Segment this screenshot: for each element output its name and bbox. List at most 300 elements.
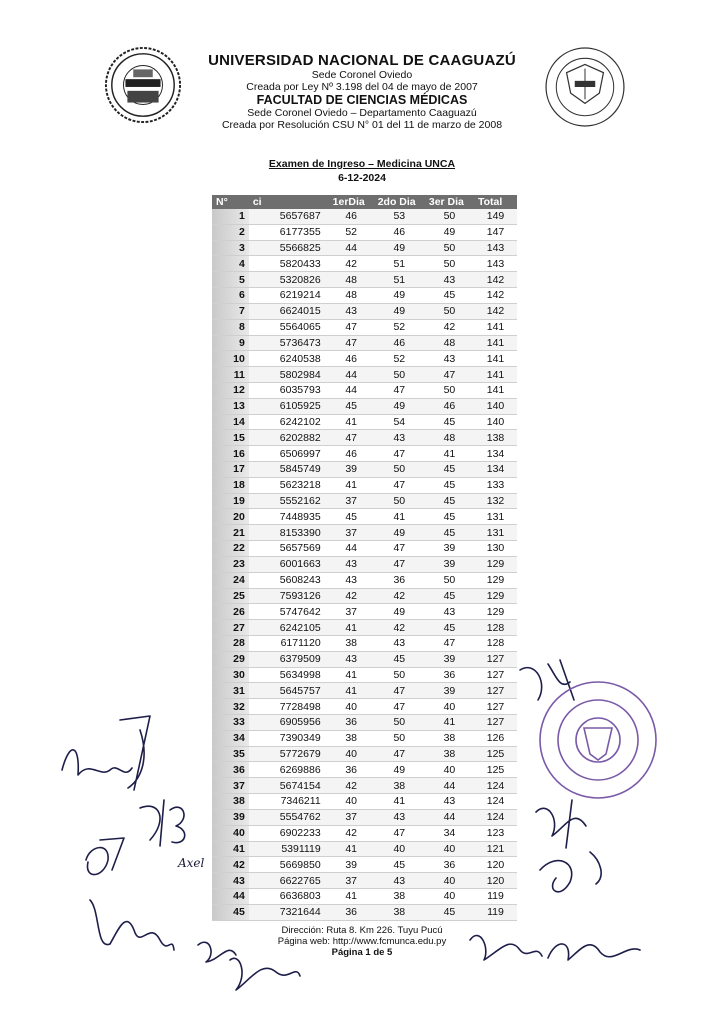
faculty-sede: Sede Coronel Oviedo – Departamento Caaguazú bbox=[247, 107, 477, 119]
cell-number: 33 bbox=[212, 715, 249, 731]
table-row bbox=[212, 477, 517, 493]
cell-day3: 50 bbox=[425, 382, 474, 398]
cell-day2: 51 bbox=[374, 272, 425, 288]
cell-day2: 41 bbox=[374, 794, 425, 810]
cell-day3: 49 bbox=[425, 224, 474, 240]
cell-number: 24 bbox=[212, 572, 249, 588]
cell-ci: 6171120 bbox=[249, 635, 329, 651]
cell-day1: 43 bbox=[329, 572, 374, 588]
cell-ci: 5657569 bbox=[249, 541, 329, 557]
cell-number: 4 bbox=[212, 256, 249, 272]
cell-number: 23 bbox=[212, 556, 249, 572]
cell-day3: 47 bbox=[425, 367, 474, 383]
university-name: UNIVERSIDAD NACIONAL DE CAAGUAZÚ bbox=[208, 52, 516, 69]
cell-day3: 47 bbox=[425, 635, 474, 651]
cell-day3: 39 bbox=[425, 683, 474, 699]
exam-date: 6-12-2024 bbox=[338, 172, 386, 184]
cell-ci: 8153390 bbox=[249, 525, 329, 541]
cell-day1: 40 bbox=[329, 794, 374, 810]
cell-number: 28 bbox=[212, 635, 249, 651]
table-row bbox=[212, 809, 517, 825]
cell-number: 19 bbox=[212, 493, 249, 509]
cell-day1: 47 bbox=[329, 430, 374, 446]
cell-day2: 49 bbox=[374, 604, 425, 620]
cell-day2: 42 bbox=[374, 620, 425, 636]
cell-total: 124 bbox=[474, 778, 517, 794]
cell-number: 45 bbox=[212, 904, 249, 920]
cell-day1: 43 bbox=[329, 651, 374, 667]
cell-number: 5 bbox=[212, 272, 249, 288]
table-row bbox=[212, 525, 517, 541]
cell-ci: 5634998 bbox=[249, 667, 329, 683]
cell-day2: 45 bbox=[374, 651, 425, 667]
cell-day1: 37 bbox=[329, 873, 374, 889]
table-row bbox=[212, 272, 517, 288]
cell-number: 1 bbox=[212, 209, 249, 224]
cell-day2: 42 bbox=[374, 588, 425, 604]
cell-day2: 49 bbox=[374, 525, 425, 541]
signature-1 bbox=[62, 716, 150, 790]
cell-day2: 36 bbox=[374, 572, 425, 588]
cell-number: 32 bbox=[212, 699, 249, 715]
cell-day2: 38 bbox=[374, 778, 425, 794]
cell-day3: 45 bbox=[425, 904, 474, 920]
cell-ci: 6242102 bbox=[249, 414, 329, 430]
cell-total: 120 bbox=[474, 857, 517, 873]
cell-total: 133 bbox=[474, 477, 517, 493]
cell-day1: 39 bbox=[329, 857, 374, 873]
cell-day3: 50 bbox=[425, 240, 474, 256]
cell-number: 12 bbox=[212, 382, 249, 398]
cell-day1: 48 bbox=[329, 288, 374, 304]
cell-day3: 39 bbox=[425, 541, 474, 557]
faculty-stamp bbox=[540, 682, 656, 798]
cell-ci: 6219214 bbox=[249, 288, 329, 304]
cell-total: 127 bbox=[474, 667, 517, 683]
cell-total: 143 bbox=[474, 256, 517, 272]
cell-total: 124 bbox=[474, 809, 517, 825]
cell-day2: 49 bbox=[374, 762, 425, 778]
cell-day1: 41 bbox=[329, 667, 374, 683]
cell-day2: 50 bbox=[374, 462, 425, 478]
table-row bbox=[212, 556, 517, 572]
table-row bbox=[212, 715, 517, 731]
cell-number: 38 bbox=[212, 794, 249, 810]
cell-ci: 6506997 bbox=[249, 446, 329, 462]
cell-total: 140 bbox=[474, 414, 517, 430]
cell-day3: 40 bbox=[425, 873, 474, 889]
cell-total: 142 bbox=[474, 272, 517, 288]
cell-number: 13 bbox=[212, 398, 249, 414]
cell-ci: 5669850 bbox=[249, 857, 329, 873]
cell-day3: 36 bbox=[425, 857, 474, 873]
cell-day2: 43 bbox=[374, 809, 425, 825]
cell-ci: 6624015 bbox=[249, 303, 329, 319]
table-row bbox=[212, 462, 517, 478]
footer-address: Dirección: Ruta 8. Km 226. Tuyu Pucú bbox=[281, 925, 443, 936]
cell-day1: 36 bbox=[329, 762, 374, 778]
cell-total: 129 bbox=[474, 572, 517, 588]
cell-total: 119 bbox=[474, 888, 517, 904]
cell-day3: 45 bbox=[425, 620, 474, 636]
cell-day3: 48 bbox=[425, 335, 474, 351]
cell-day2: 50 bbox=[374, 367, 425, 383]
cell-day1: 48 bbox=[329, 272, 374, 288]
cell-day3: 45 bbox=[425, 509, 474, 525]
cell-day2: 52 bbox=[374, 319, 425, 335]
cell-number: 8 bbox=[212, 319, 249, 335]
table-row bbox=[212, 873, 517, 889]
cell-day3: 45 bbox=[425, 493, 474, 509]
cell-number: 37 bbox=[212, 778, 249, 794]
cell-day1: 41 bbox=[329, 683, 374, 699]
cell-ci: 5391119 bbox=[249, 841, 329, 857]
cell-total: 125 bbox=[474, 762, 517, 778]
cell-ci: 7593126 bbox=[249, 588, 329, 604]
table-row bbox=[212, 509, 517, 525]
cell-day3: 40 bbox=[425, 841, 474, 857]
cell-day2: 43 bbox=[374, 873, 425, 889]
cell-number: 10 bbox=[212, 351, 249, 367]
cell-ci: 5657687 bbox=[249, 209, 329, 224]
signature-label: Axel bbox=[178, 856, 205, 870]
cell-day1: 44 bbox=[329, 541, 374, 557]
cell-number: 42 bbox=[212, 857, 249, 873]
cell-day3: 36 bbox=[425, 667, 474, 683]
cell-number: 14 bbox=[212, 414, 249, 430]
cell-day1: 37 bbox=[329, 604, 374, 620]
table-row bbox=[212, 446, 517, 462]
table-row bbox=[212, 430, 517, 446]
table-row bbox=[212, 335, 517, 351]
signature-8 bbox=[536, 800, 586, 848]
cell-ci: 6905956 bbox=[249, 715, 329, 731]
cell-day1: 38 bbox=[329, 730, 374, 746]
results-body bbox=[212, 209, 517, 920]
document-header bbox=[0, 52, 724, 131]
table-row bbox=[212, 635, 517, 651]
cell-day2: 46 bbox=[374, 224, 425, 240]
cell-day2: 50 bbox=[374, 715, 425, 731]
cell-day2: 47 bbox=[374, 446, 425, 462]
cell-total: 129 bbox=[474, 556, 517, 572]
cell-number: 29 bbox=[212, 651, 249, 667]
cell-day2: 41 bbox=[374, 509, 425, 525]
cell-day1: 44 bbox=[329, 240, 374, 256]
cell-number: 18 bbox=[212, 477, 249, 493]
cell-ci: 5564065 bbox=[249, 319, 329, 335]
cell-day3: 48 bbox=[425, 430, 474, 446]
cell-total: 141 bbox=[474, 367, 517, 383]
cell-day1: 41 bbox=[329, 620, 374, 636]
cell-ci: 5608243 bbox=[249, 572, 329, 588]
cell-day3: 41 bbox=[425, 715, 474, 731]
cell-ci: 5645757 bbox=[249, 683, 329, 699]
cell-ci: 5845749 bbox=[249, 462, 329, 478]
cell-ci: 5566825 bbox=[249, 240, 329, 256]
signature-7 bbox=[520, 660, 574, 700]
cell-total: 134 bbox=[474, 462, 517, 478]
table-row bbox=[212, 414, 517, 430]
signature-6 bbox=[230, 958, 300, 990]
cell-day1: 44 bbox=[329, 367, 374, 383]
column-header-ci: ci bbox=[249, 195, 329, 209]
table-row bbox=[212, 319, 517, 335]
cell-day2: 47 bbox=[374, 699, 425, 715]
cell-day3: 38 bbox=[425, 746, 474, 762]
cell-total: 121 bbox=[474, 841, 517, 857]
cell-ci: 6177355 bbox=[249, 224, 329, 240]
cell-day1: 47 bbox=[329, 335, 374, 351]
cell-number: 41 bbox=[212, 841, 249, 857]
faculty-name: FACULTAD DE CIENCIAS MÉDICAS bbox=[256, 93, 468, 107]
cell-day2: 49 bbox=[374, 303, 425, 319]
cell-number: 22 bbox=[212, 541, 249, 557]
cell-day1: 37 bbox=[329, 493, 374, 509]
table-row bbox=[212, 904, 517, 920]
cell-day3: 43 bbox=[425, 272, 474, 288]
table-row bbox=[212, 288, 517, 304]
signature-9 bbox=[540, 852, 601, 892]
table-row bbox=[212, 825, 517, 841]
cell-number: 30 bbox=[212, 667, 249, 683]
cell-day3: 40 bbox=[425, 762, 474, 778]
cell-day1: 52 bbox=[329, 224, 374, 240]
cell-total: 124 bbox=[474, 794, 517, 810]
cell-number: 2 bbox=[212, 224, 249, 240]
table-row bbox=[212, 572, 517, 588]
cell-ci: 6902233 bbox=[249, 825, 329, 841]
cell-day3: 41 bbox=[425, 446, 474, 462]
cell-day1: 37 bbox=[329, 809, 374, 825]
cell-ci: 5554762 bbox=[249, 809, 329, 825]
university-sede: Sede Coronel Oviedo bbox=[311, 69, 413, 81]
cell-day3: 45 bbox=[425, 477, 474, 493]
cell-ci: 6242105 bbox=[249, 620, 329, 636]
cell-day1: 45 bbox=[329, 509, 374, 525]
cell-day2: 43 bbox=[374, 430, 425, 446]
cell-ci: 6035793 bbox=[249, 382, 329, 398]
cell-total: 120 bbox=[474, 873, 517, 889]
cell-total: 126 bbox=[474, 730, 517, 746]
cell-day2: 52 bbox=[374, 351, 425, 367]
university-ley: Creada por Ley Nº 3.198 del 04 de mayo de 2007 bbox=[246, 81, 478, 93]
cell-day1: 43 bbox=[329, 303, 374, 319]
cell-day1: 44 bbox=[329, 382, 374, 398]
cell-day1: 41 bbox=[329, 888, 374, 904]
table-row bbox=[212, 762, 517, 778]
cell-total: 131 bbox=[474, 525, 517, 541]
table-row bbox=[212, 256, 517, 272]
cell-total: 141 bbox=[474, 351, 517, 367]
cell-day3: 45 bbox=[425, 525, 474, 541]
signature-2 bbox=[140, 800, 185, 846]
cell-total: 143 bbox=[474, 240, 517, 256]
cell-day2: 50 bbox=[374, 493, 425, 509]
cell-day1: 46 bbox=[329, 446, 374, 462]
cell-number: 31 bbox=[212, 683, 249, 699]
cell-ci: 5820433 bbox=[249, 256, 329, 272]
cell-day3: 42 bbox=[425, 319, 474, 335]
cell-total: 127 bbox=[474, 715, 517, 731]
cell-ci: 6240538 bbox=[249, 351, 329, 367]
footer-page-number: Página 1 de 5 bbox=[331, 947, 393, 958]
cell-total: 130 bbox=[474, 541, 517, 557]
cell-day1: 41 bbox=[329, 477, 374, 493]
cell-day2: 47 bbox=[374, 556, 425, 572]
cell-day1: 41 bbox=[329, 841, 374, 857]
cell-total: 119 bbox=[474, 904, 517, 920]
cell-day3: 34 bbox=[425, 825, 474, 841]
cell-ci: 5736473 bbox=[249, 335, 329, 351]
cell-day2: 53 bbox=[374, 209, 425, 224]
cell-total: 128 bbox=[474, 635, 517, 651]
table-row bbox=[212, 367, 517, 383]
cell-ci: 5320826 bbox=[249, 272, 329, 288]
table-row bbox=[212, 493, 517, 509]
table-row bbox=[212, 746, 517, 762]
cell-ci: 6269886 bbox=[249, 762, 329, 778]
table-row bbox=[212, 620, 517, 636]
table-row bbox=[212, 699, 517, 715]
exam-title: Examen de Ingreso – Medicina UNCA bbox=[268, 158, 456, 170]
cell-ci: 7728498 bbox=[249, 699, 329, 715]
cell-total: 142 bbox=[474, 303, 517, 319]
cell-day3: 43 bbox=[425, 351, 474, 367]
cell-day2: 43 bbox=[374, 635, 425, 651]
cell-ci: 5747642 bbox=[249, 604, 329, 620]
table-row bbox=[212, 651, 517, 667]
table-row bbox=[212, 778, 517, 794]
cell-number: 17 bbox=[212, 462, 249, 478]
cell-day1: 43 bbox=[329, 556, 374, 572]
faculty-resolution: Creada por Resolución CSU N° 01 del 11 de marzo de 2008 bbox=[221, 119, 503, 131]
cell-number: 25 bbox=[212, 588, 249, 604]
cell-total: 134 bbox=[474, 446, 517, 462]
cell-day2: 47 bbox=[374, 683, 425, 699]
table-row bbox=[212, 209, 517, 224]
cell-ci: 5674154 bbox=[249, 778, 329, 794]
cell-ci: 7448935 bbox=[249, 509, 329, 525]
cell-total: 127 bbox=[474, 683, 517, 699]
cell-day2: 47 bbox=[374, 825, 425, 841]
cell-number: 6 bbox=[212, 288, 249, 304]
signature-3 bbox=[86, 838, 124, 875]
cell-day3: 45 bbox=[425, 288, 474, 304]
cell-day1: 46 bbox=[329, 209, 374, 224]
cell-day1: 41 bbox=[329, 414, 374, 430]
cell-ci: 5802984 bbox=[249, 367, 329, 383]
cell-ci: 6379509 bbox=[249, 651, 329, 667]
cell-day2: 51 bbox=[374, 256, 425, 272]
cell-number: 16 bbox=[212, 446, 249, 462]
cell-day3: 50 bbox=[425, 256, 474, 272]
cell-day2: 50 bbox=[374, 730, 425, 746]
cell-number: 44 bbox=[212, 888, 249, 904]
cell-total: 141 bbox=[474, 335, 517, 351]
table-header-row bbox=[212, 195, 517, 209]
cell-day3: 38 bbox=[425, 730, 474, 746]
cell-day3: 40 bbox=[425, 888, 474, 904]
table-row bbox=[212, 730, 517, 746]
column-header-day2: 2do Dia bbox=[374, 195, 425, 209]
cell-ci: 6622765 bbox=[249, 873, 329, 889]
cell-day3: 50 bbox=[425, 572, 474, 588]
cell-total: 141 bbox=[474, 319, 517, 335]
cell-ci: 6202882 bbox=[249, 430, 329, 446]
cell-number: 26 bbox=[212, 604, 249, 620]
cell-total: 127 bbox=[474, 651, 517, 667]
table-row bbox=[212, 794, 517, 810]
cell-day1: 47 bbox=[329, 319, 374, 335]
cell-day3: 45 bbox=[425, 462, 474, 478]
cell-number: 3 bbox=[212, 240, 249, 256]
cell-ci: 5772679 bbox=[249, 746, 329, 762]
cell-ci: 6001663 bbox=[249, 556, 329, 572]
cell-day2: 38 bbox=[374, 888, 425, 904]
table-row bbox=[212, 888, 517, 904]
cell-number: 27 bbox=[212, 620, 249, 636]
column-header-total: Total bbox=[474, 195, 517, 209]
table-row bbox=[212, 604, 517, 620]
cell-day1: 42 bbox=[329, 256, 374, 272]
cell-number: 40 bbox=[212, 825, 249, 841]
cell-day1: 39 bbox=[329, 462, 374, 478]
document-footer bbox=[0, 925, 724, 958]
cell-day2: 46 bbox=[374, 335, 425, 351]
cell-ci: 6105925 bbox=[249, 398, 329, 414]
cell-ci: 7321644 bbox=[249, 904, 329, 920]
cell-day1: 42 bbox=[329, 588, 374, 604]
cell-number: 36 bbox=[212, 762, 249, 778]
cell-number: 15 bbox=[212, 430, 249, 446]
cell-ci: 5623218 bbox=[249, 477, 329, 493]
cell-total: 142 bbox=[474, 288, 517, 304]
cell-total: 125 bbox=[474, 746, 517, 762]
table-row bbox=[212, 541, 517, 557]
cell-total: 129 bbox=[474, 588, 517, 604]
cell-number: 34 bbox=[212, 730, 249, 746]
cell-total: 132 bbox=[474, 493, 517, 509]
cell-day1: 40 bbox=[329, 746, 374, 762]
cell-day3: 43 bbox=[425, 604, 474, 620]
cell-ci: 6636803 bbox=[249, 888, 329, 904]
footer-web: Página web: http://www.fcmunca.edu.py bbox=[277, 936, 447, 947]
cell-day3: 44 bbox=[425, 809, 474, 825]
cell-total: 127 bbox=[474, 699, 517, 715]
cell-day3: 50 bbox=[425, 209, 474, 224]
cell-day2: 47 bbox=[374, 477, 425, 493]
cell-day2: 38 bbox=[374, 904, 425, 920]
cell-number: 9 bbox=[212, 335, 249, 351]
cell-day1: 36 bbox=[329, 715, 374, 731]
cell-day2: 49 bbox=[374, 240, 425, 256]
cell-total: 141 bbox=[474, 382, 517, 398]
cell-day1: 36 bbox=[329, 904, 374, 920]
cell-day1: 38 bbox=[329, 635, 374, 651]
table-row bbox=[212, 240, 517, 256]
cell-day2: 54 bbox=[374, 414, 425, 430]
cell-day1: 45 bbox=[329, 398, 374, 414]
cell-total: 129 bbox=[474, 604, 517, 620]
cell-day2: 40 bbox=[374, 841, 425, 857]
cell-day3: 39 bbox=[425, 556, 474, 572]
cell-number: 7 bbox=[212, 303, 249, 319]
cell-number: 43 bbox=[212, 873, 249, 889]
cell-number: 21 bbox=[212, 525, 249, 541]
cell-number: 39 bbox=[212, 809, 249, 825]
table-row bbox=[212, 841, 517, 857]
